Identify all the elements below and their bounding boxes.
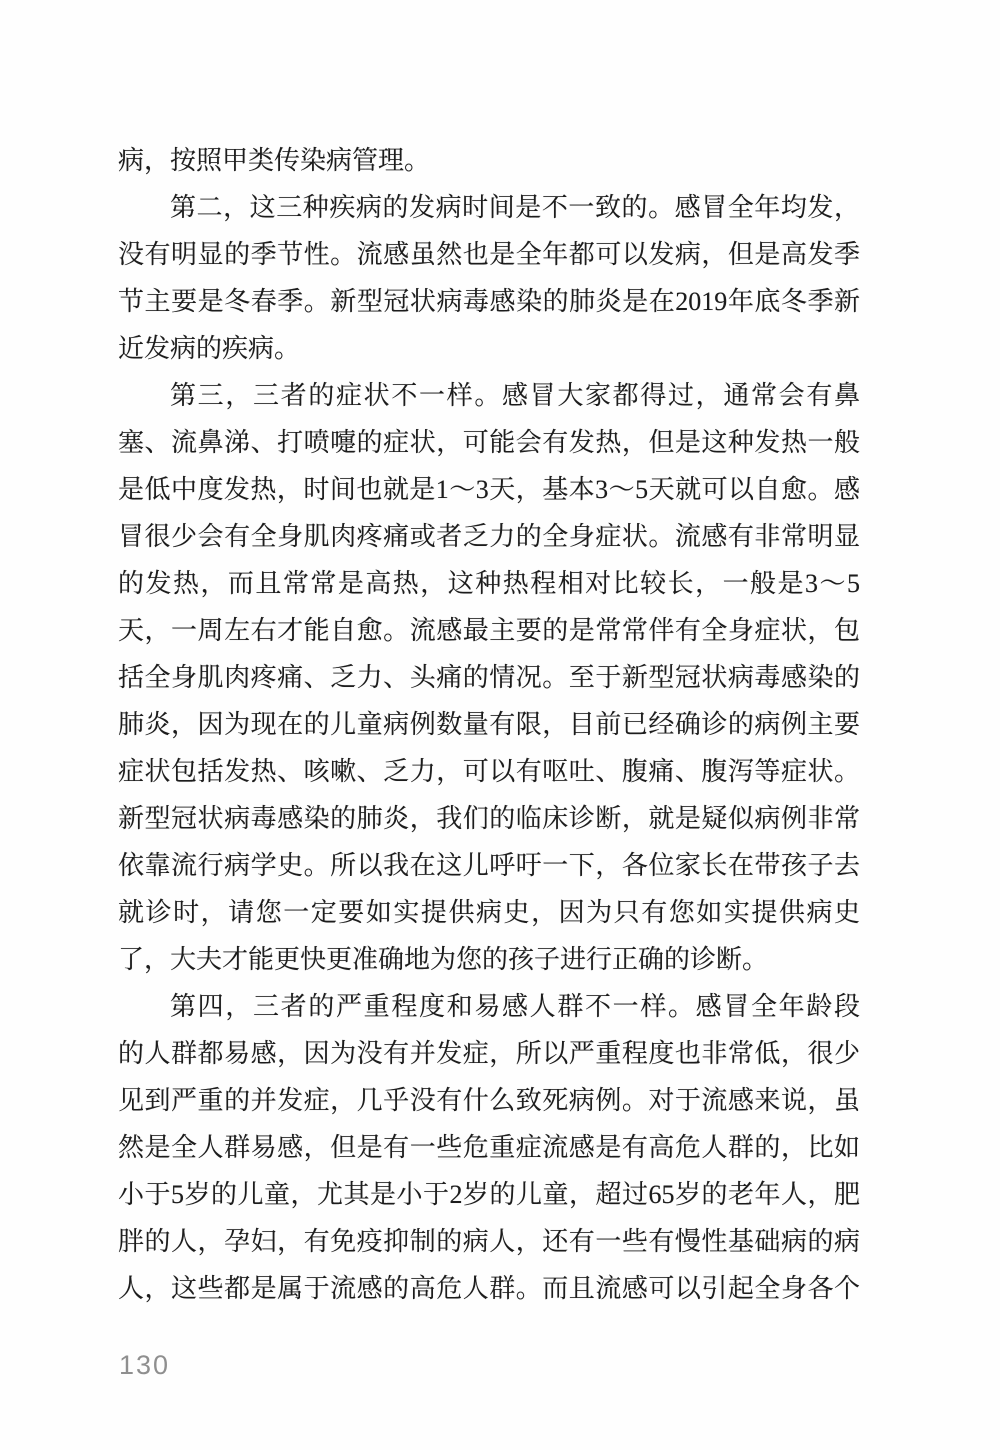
text-line: 见到严重的并发症，几乎没有什么致死病例。对于流感来说，虽 <box>118 1086 860 1115</box>
text-line: 近发病的疾病。 <box>118 334 301 363</box>
text-line: 第四，三者的严重程度和易感人群不一样。感冒全年龄段 <box>170 992 860 1021</box>
text-line: 第三，三者的症状不一样。感冒大家都得过，通常会有鼻 <box>170 381 860 410</box>
text-line: 冒很少会有全身肌肉疼痛或者乏力的全身症状。流感有非常明显 <box>118 522 860 551</box>
text-line: 没有明显的季节性。流感虽然也是全年都可以发病，但是高发季 <box>118 240 860 269</box>
text-line: 括全身肌肉疼痛、乏力、头痛的情况。至于新型冠状病毒感染的 <box>118 663 860 692</box>
text-line: 就诊时，请您一定要如实提供病史，因为只有您如实提供病史 <box>118 898 860 927</box>
text-line: 然是全人群易感，但是有一些危重症流感是有高危人群的，比如 <box>118 1133 860 1162</box>
text-line: 塞、流鼻涕、打喷嚏的症状，可能会有发热，但是这种发热一般 <box>118 428 860 457</box>
text-line: 症状包括发热、咳嗽、乏力，可以有呕吐、腹痛、腹泻等症状。 <box>118 757 860 786</box>
text-line: 小于5岁的儿童，尤其是小于2岁的儿童，超过65岁的老年人，肥 <box>118 1180 860 1209</box>
text-line: 病，按照甲类传染病管理。 <box>118 146 431 175</box>
body-text <box>118 137 860 1312</box>
text-line: 人，这些都是属于流感的高危人群。而且流感可以引起全身各个 <box>118 1274 860 1303</box>
text-line: 天，一周左右才能自愈。流感最主要的是常常伴有全身症状，包 <box>118 616 860 645</box>
text-line: 新型冠状病毒感染的肺炎，我们的临床诊断，就是疑似病例非常 <box>118 804 860 833</box>
text-line: 胖的人，孕妇，有免疫抑制的病人，还有一些有慢性基础病的病 <box>118 1227 860 1256</box>
text-line: 是低中度发热，时间也就是1～3天，基本3～5天就可以自愈。感 <box>118 475 860 504</box>
text-line: 的人群都易感，因为没有并发症，所以严重程度也非常低，很少 <box>118 1039 860 1068</box>
text-line: 的发热，而且常常是高热，这种热程相对比较长，一般是3～5 <box>118 569 860 598</box>
text-line: 了，大夫才能更快更准确地为您的孩子进行正确的诊断。 <box>118 945 769 974</box>
text-line: 节主要是冬春季。新型冠状病毒感染的肺炎是在2019年底冬季新 <box>118 287 860 316</box>
page-number: 130 <box>119 1350 171 1380</box>
text-line: 肺炎，因为现在的儿童病例数量有限，目前已经确诊的病例主要 <box>118 710 860 739</box>
text-line: 第二，这三种疾病的发病时间是不一致的。感冒全年均发， <box>170 193 860 222</box>
text-line: 依靠流行病学史。所以我在这儿呼吁一下，各位家长在带孩子去 <box>118 851 860 880</box>
